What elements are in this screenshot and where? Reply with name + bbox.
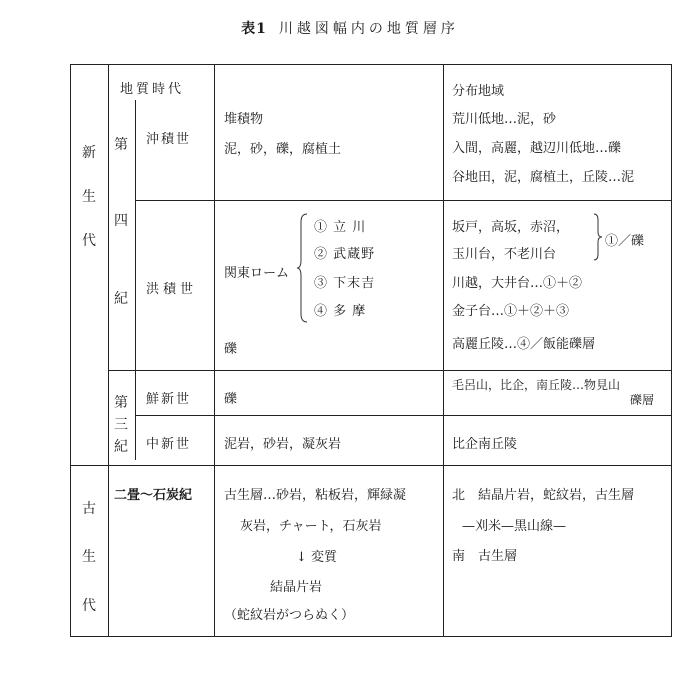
loam-item-tachikawa: ① 立 川 [314,220,367,235]
rule-cenozoic-bottom [70,465,672,466]
paleozoic-region-south: 南 古生層 [452,549,518,564]
period-quaternary-char-1: 第 [114,137,128,153]
pleistocene-region-4: 金子台…①＋②＋③ [452,304,570,319]
epoch-miocene: 中新世 [146,437,192,452]
epoch-pleistocene: 洪積世 [146,282,198,297]
table-label: 表1 [241,21,267,37]
pliocene-region: 毛呂山，比企，南丘陵…物見山 [452,378,621,392]
holocene-region-2: 入間，高麗，越辺川低地…礫 [452,141,622,156]
rule-right [671,64,672,637]
rule-period-divider [135,100,136,460]
right-brace-icon [593,212,603,262]
holocene-strata-list: 泥，砂，礫，腐植土 [224,142,342,157]
period-quaternary-char-2: 四 [114,213,128,229]
miocene-region: 比企南丘陵 [452,437,518,452]
rule-left [70,64,71,637]
period-tertiary-char-3: 紀 [114,439,128,455]
epoch-holocene: 沖積世 [146,132,192,147]
rule-quaternary-bottom [108,370,672,371]
miocene-strata: 泥岩，砂岩，凝灰岩 [224,437,342,452]
paleozoic-strata-1: 古生層…砂岩，粘板岩，輝緑凝 [224,488,407,503]
era-paleozoic-char-3: 代 [82,598,96,614]
era-cenozoic-char-2: 生 [82,189,96,205]
paleozoic-region-north: 北 結晶片岩，蛇紋岩，古生層 [452,488,635,503]
pleistocene-gravel: 礫 [224,342,238,357]
pliocene-region-cont: 礫層 [630,393,655,407]
rule-bottom [70,636,672,637]
pleistocene-region-1: 坂戸，高坂，赤沼， [452,220,570,235]
rule-epoch-divider [214,64,215,637]
loam-item-tama: ④ 多 摩 [314,304,367,319]
pleistocene-region-3: 川越，大井台…①＋② [452,276,583,291]
paleozoic-strata-5: （蛇紋岩がつらぬく） [224,608,355,623]
region-brace [593,212,603,262]
loam-item-musashino: ② 武蔵野 [314,247,376,262]
rule-pliocene-bottom [135,415,672,416]
holocene-strata-title: 堆積物 [224,112,264,127]
table-title [0,18,700,38]
table-title-text: 川越図幅内の地質層序 [278,21,459,37]
pleistocene-brace-note: ①／礫 [605,234,645,249]
paleozoic-region-line: —刈米—黒山線— [462,519,567,534]
rule-region-divider [443,64,444,637]
rule-era-divider [108,64,109,637]
epoch-pliocene: 鮮新世 [146,392,192,407]
era-paleozoic-char-2: 生 [82,549,96,565]
paleozoic-strata-4: 結晶片岩 [270,580,323,595]
period-tertiary-char-2: 三 [114,417,128,433]
period-quaternary-char-3: 紀 [114,291,128,307]
holocene-region-1: 荒川低地…泥，砂 [452,112,557,127]
era-paleozoic-char-1: 古 [82,501,96,517]
loam-brace [296,212,308,324]
rule-holocene-bottom [135,200,672,201]
paleozoic-strata-3: ↓ 変質 [296,550,338,565]
period-tertiary-char-1: 第 [114,395,128,411]
loam-item-shimosueyoshi: ③ 下末吉 [314,276,376,291]
pleistocene-region-2: 玉川台，不老川台 [452,247,557,262]
era-cenozoic-char-3: 代 [82,233,96,249]
header-geologic-age: 地質時代 [120,82,185,97]
paleozoic-strata-2: 灰岩，チャート，石灰岩 [240,519,382,534]
left-brace-icon [296,212,308,324]
header-distribution-region: 分布地域 [452,84,505,99]
era-cenozoic-char-1: 新 [82,145,96,161]
pleistocene-region-5: 高麗丘陵…④／飯能礫層 [452,337,596,352]
pliocene-strata: 礫 [224,392,238,407]
epoch-permo-carboniferous: 二畳～石炭紀 [114,488,193,503]
rule-top [70,64,672,65]
holocene-region-3: 谷地田，泥，腐植土，丘陵…泥 [452,170,635,185]
pleistocene-kanto-loam: 関東ローム [224,266,290,281]
